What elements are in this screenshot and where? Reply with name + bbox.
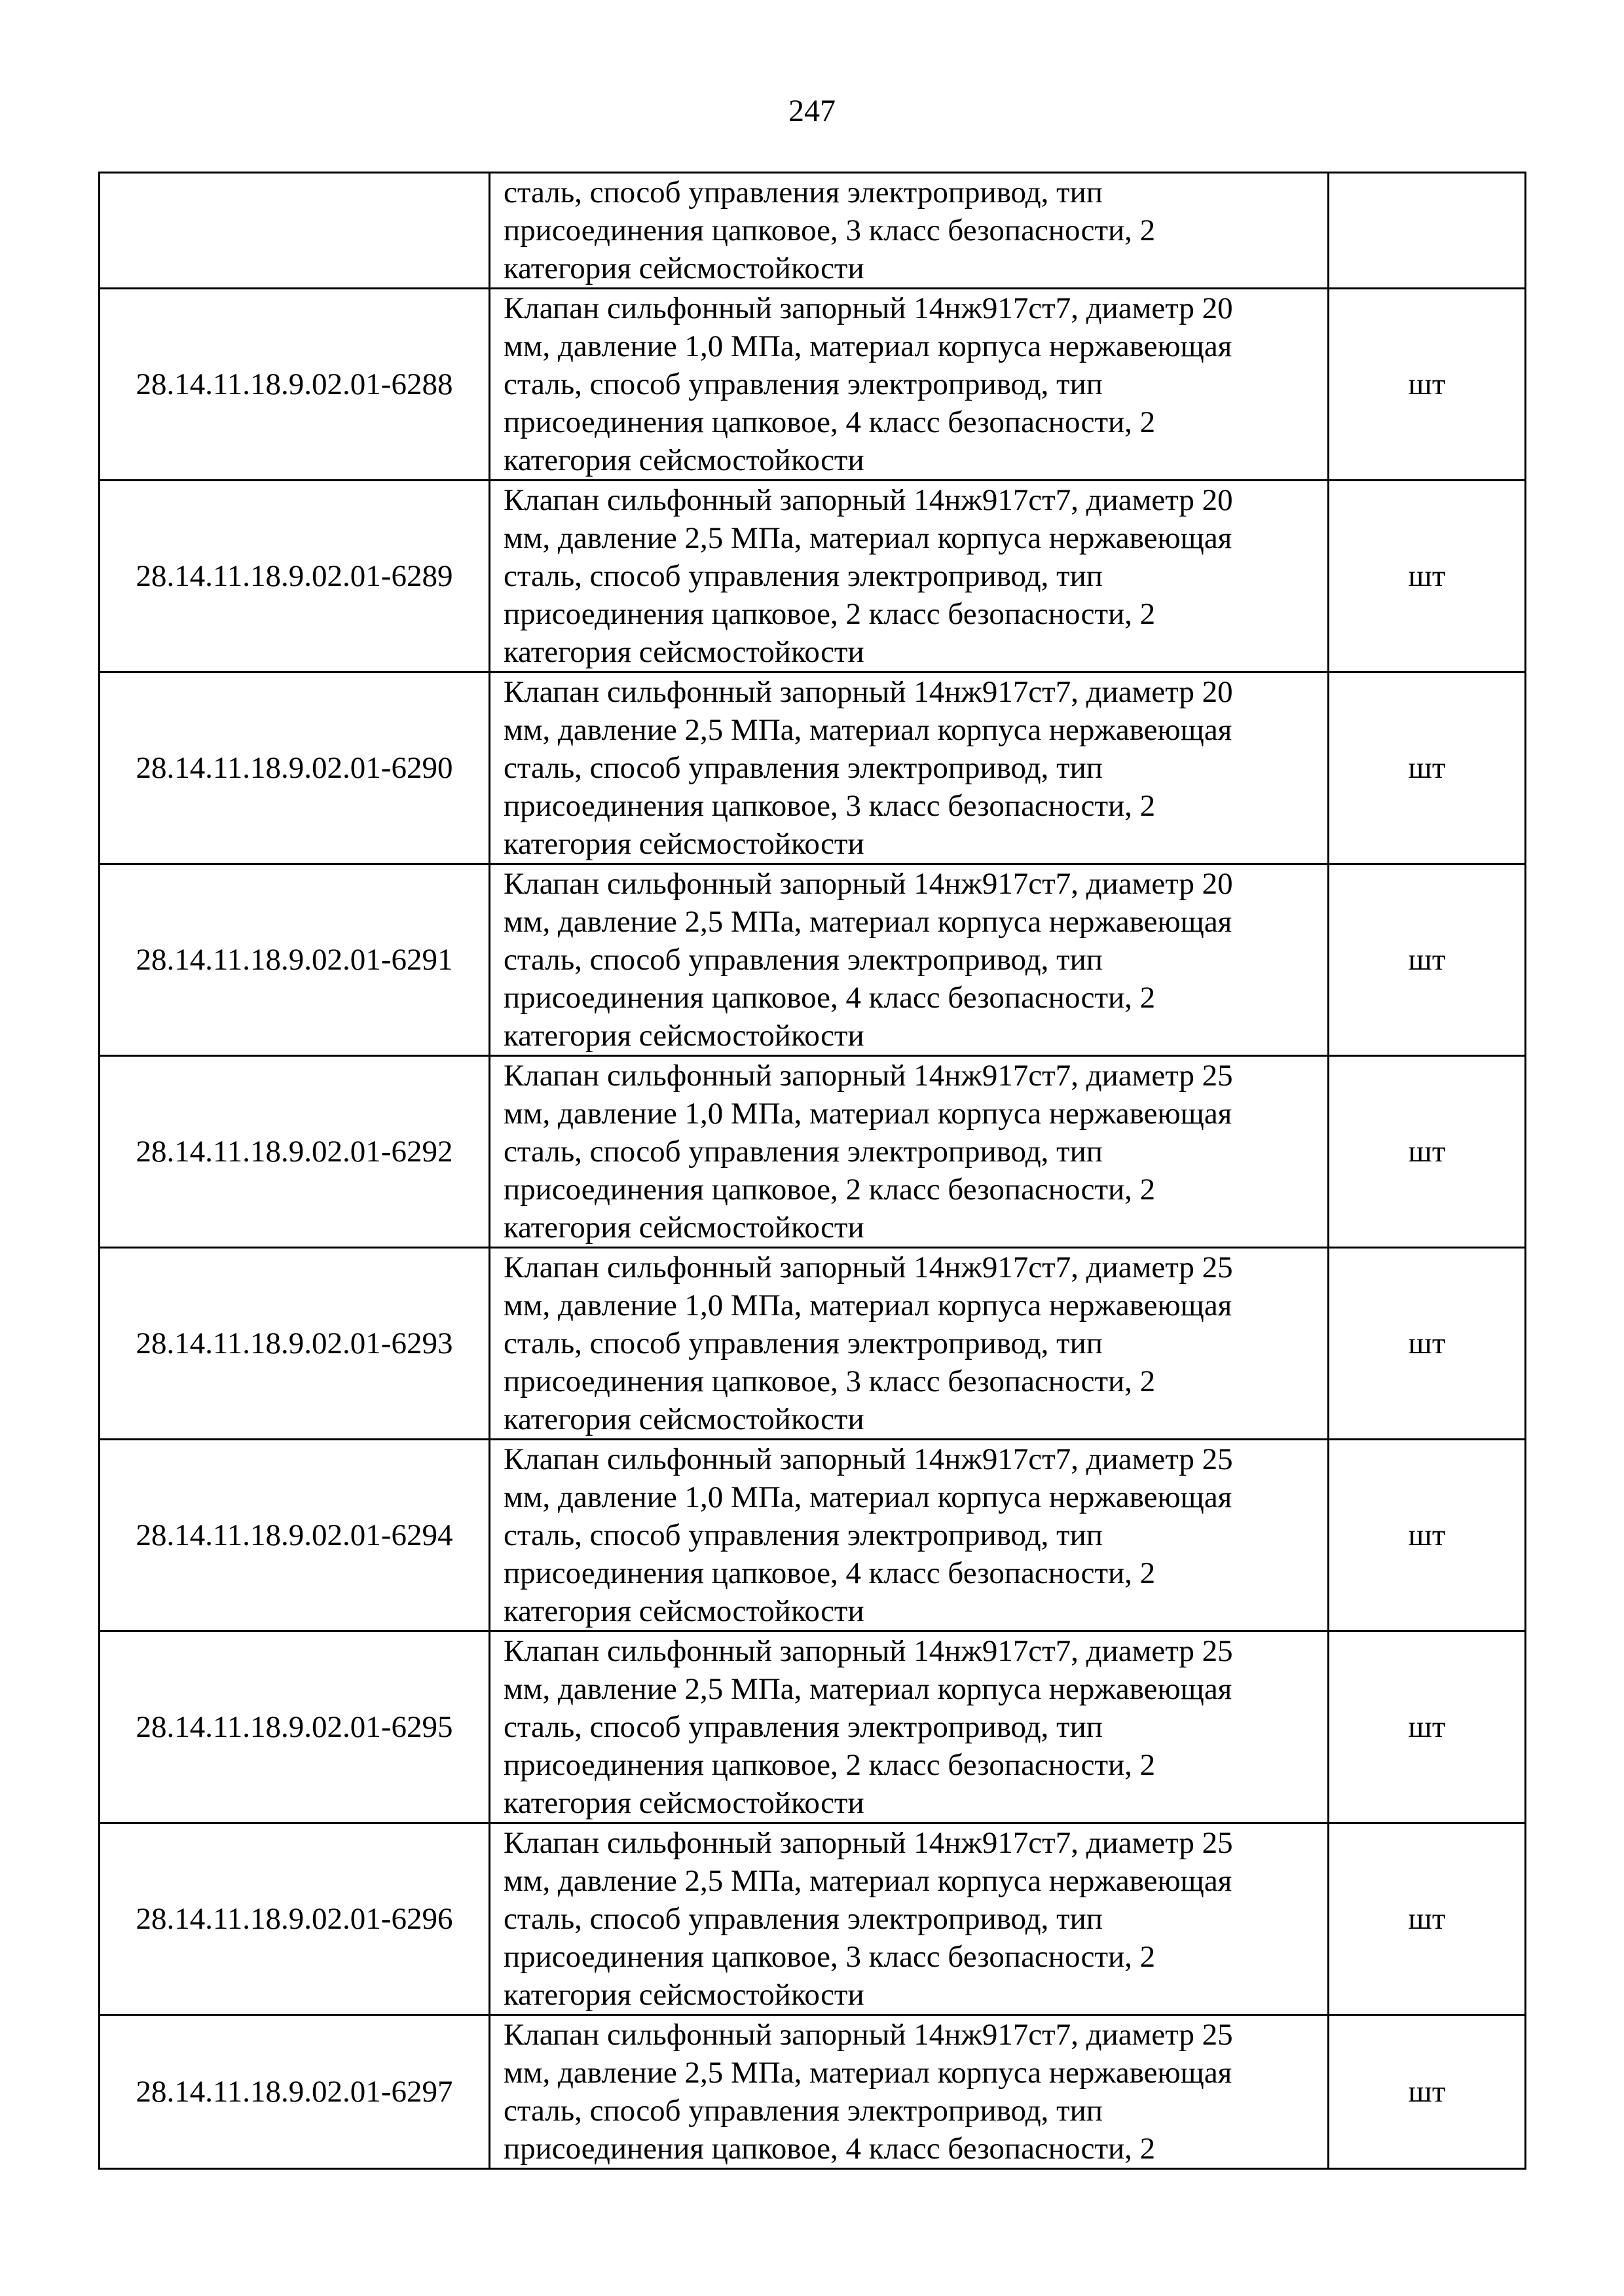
unit-cell: шт <box>1329 1056 1526 1248</box>
item-description-cell <box>490 864 1329 1056</box>
description-line: сталь, способ управления электропривод, тип <box>504 2094 1103 2128</box>
unit-cell: шт <box>1329 1631 1526 1823</box>
description-line: мм, давление 2,5 МПа, материал корпуса нержавеющая <box>504 2056 1232 2090</box>
description-line: сталь, способ управления электропривод, тип <box>504 1518 1103 1552</box>
table-row <box>100 1056 1526 1248</box>
description-line: Клапан сильфонный запорный 14нж917ст7, диаметр 25 <box>504 2018 1233 2052</box>
item-description-cell <box>490 1056 1329 1248</box>
item-code-cell: 28.14.11.18.9.02.01-6290 <box>100 672 490 864</box>
description-line: сталь, способ управления электропривод, тип <box>504 1135 1103 1169</box>
item-code-cell: 28.14.11.18.9.02.01-6294 <box>100 1440 490 1631</box>
unit-cell: шт <box>1329 481 1526 672</box>
table-row <box>100 1248 1526 1440</box>
description-line: сталь, способ управления электропривод, тип <box>504 559 1103 593</box>
description-line: присоединения цапковое, 4 класс безопасности, 2 <box>504 1556 1156 1590</box>
description-line: сталь, способ управления электропривод, тип <box>504 367 1103 401</box>
table-row <box>100 864 1526 1056</box>
item-description-cell <box>490 1440 1329 1631</box>
description-line: мм, давление 2,5 МПа, материал корпуса нержавеющая <box>504 521 1232 555</box>
description-line: присоединения цапковое, 3 класс безопасности, 2 <box>504 1940 1156 1974</box>
item-code-cell: 28.14.11.18.9.02.01-6296 <box>100 1823 490 2015</box>
description-line: присоединения цапковое, 2 класс безопасности, 2 <box>504 597 1156 631</box>
description-line: категория сейсмостойкости <box>504 1211 864 1245</box>
description-line: Клапан сильфонный запорный 14нж917ст7, диаметр 20 <box>504 867 1233 901</box>
unit-cell: шт <box>1329 1823 1526 2015</box>
table-row <box>100 1823 1526 2015</box>
description-line: мм, давление 2,5 МПа, материал корпуса нержавеющая <box>504 1864 1232 1898</box>
description-line: сталь, способ управления электропривод, тип <box>504 751 1103 785</box>
description-line: Клапан сильфонный запорный 14нж917ст7, диаметр 20 <box>504 291 1233 325</box>
unit-cell <box>1329 173 1526 289</box>
table-row <box>100 672 1526 864</box>
description-line: Клапан сильфонный запорный 14нж917ст7, диаметр 25 <box>504 1634 1233 1668</box>
description-line: присоединения цапковое, 4 класс безопасности, 2 <box>504 405 1156 439</box>
table-row <box>100 481 1526 672</box>
table-row <box>100 1440 1526 1631</box>
description-line: категория сейсмостойкости <box>504 1402 864 1436</box>
description-line: мм, давление 2,5 МПа, материал корпуса нержавеющая <box>504 1672 1232 1706</box>
description-line: сталь, способ управления электропривод, тип <box>504 1902 1103 1936</box>
item-code-cell: 28.14.11.18.9.02.01-6292 <box>100 1056 490 1248</box>
item-description-cell <box>490 2015 1329 2169</box>
table-body <box>100 173 1526 2169</box>
description-line: мм, давление 2,5 МПа, материал корпуса нержавеющая <box>504 713 1232 747</box>
item-code-cell: 28.14.11.18.9.02.01-6297 <box>100 2015 490 2169</box>
table-row <box>100 2015 1526 2169</box>
description-line: присоединения цапковое, 3 класс безопасности, 2 <box>504 213 1156 247</box>
description-line: Клапан сильфонный запорный 14нж917ст7, диаметр 20 <box>504 675 1233 709</box>
item-description-cell <box>490 1631 1329 1823</box>
description-line: мм, давление 1,0 МПа, материал корпуса нержавеющая <box>504 1097 1232 1131</box>
description-line: присоединения цапковое, 3 класс безопасности, 2 <box>504 1364 1156 1398</box>
description-line: категория сейсмостойкости <box>504 1978 864 2012</box>
description-line: сталь, способ управления электропривод, тип <box>504 1710 1103 1744</box>
description-line: Клапан сильфонный запорный 14нж917ст7, диаметр 25 <box>504 1826 1233 1860</box>
description-line: категория сейсмостойкости <box>504 635 864 669</box>
item-description-cell <box>490 672 1329 864</box>
description-line: категория сейсмостойкости <box>504 1019 864 1053</box>
item-code-cell: 28.14.11.18.9.02.01-6288 <box>100 289 490 481</box>
description-line: присоединения цапковое, 2 класс безопасности, 2 <box>504 1173 1156 1207</box>
description-line: сталь, способ управления электропривод, тип <box>504 943 1103 977</box>
description-line: категория сейсмостойкости <box>504 1786 864 1820</box>
page-number: 247 <box>788 94 836 128</box>
item-description-cell <box>490 173 1329 289</box>
description-line: сталь, способ управления электропривод, тип <box>504 175 1103 210</box>
description-line: присоединения цапковое, 4 класс безопасности, 2 <box>504 981 1156 1015</box>
description-line: присоединения цапковое, 3 класс безопасности, 2 <box>504 789 1156 823</box>
table-row <box>100 1631 1526 1823</box>
description-line: мм, давление 2,5 МПа, материал корпуса нержавеющая <box>504 905 1232 939</box>
table-row <box>100 289 1526 481</box>
item-description-cell <box>490 481 1329 672</box>
item-description-cell <box>490 1248 1329 1440</box>
unit-cell: шт <box>1329 1440 1526 1631</box>
description-line: категория сейсмостойкости <box>504 251 864 285</box>
description-line: мм, давление 1,0 МПа, материал корпуса нержавеющая <box>504 1480 1232 1514</box>
item-description-cell <box>490 1823 1329 2015</box>
item-code-cell <box>100 173 490 289</box>
unit-cell: шт <box>1329 2015 1526 2169</box>
table-row <box>100 173 1526 289</box>
unit-cell: шт <box>1329 289 1526 481</box>
description-line: сталь, способ управления электропривод, тип <box>504 1326 1103 1360</box>
description-line: категория сейсмостойкости <box>504 443 864 477</box>
description-line: категория сейсмостойкости <box>504 1594 864 1628</box>
description-line: Клапан сильфонный запорный 14нж917ст7, диаметр 25 <box>504 1059 1233 1093</box>
description-line: категория сейсмостойкости <box>504 827 864 861</box>
description-line: Клапан сильфонный запорный 14нж917ст7, диаметр 25 <box>504 1442 1233 1476</box>
description-line: мм, давление 1,0 МПа, материал корпуса нержавеющая <box>504 329 1232 363</box>
description-line: Клапан сильфонный запорный 14нж917ст7, диаметр 20 <box>504 483 1233 517</box>
item-description-cell <box>490 289 1329 481</box>
unit-cell: шт <box>1329 864 1526 1056</box>
description-line: Клапан сильфонный запорный 14нж917ст7, диаметр 25 <box>504 1250 1233 1285</box>
unit-cell: шт <box>1329 1248 1526 1440</box>
item-code-cell: 28.14.11.18.9.02.01-6291 <box>100 864 490 1056</box>
item-code-cell: 28.14.11.18.9.02.01-6295 <box>100 1631 490 1823</box>
specification-table <box>98 172 1526 2170</box>
unit-cell: шт <box>1329 672 1526 864</box>
item-code-cell: 28.14.11.18.9.02.01-6293 <box>100 1248 490 1440</box>
description-line: присоединения цапковое, 2 класс безопасности, 2 <box>504 1748 1156 1782</box>
description-line: присоединения цапковое, 4 класс безопасности, 2 <box>504 2132 1156 2166</box>
description-line: мм, давление 1,0 МПа, материал корпуса нержавеющая <box>504 1288 1232 1322</box>
item-code-cell: 28.14.11.18.9.02.01-6289 <box>100 481 490 672</box>
